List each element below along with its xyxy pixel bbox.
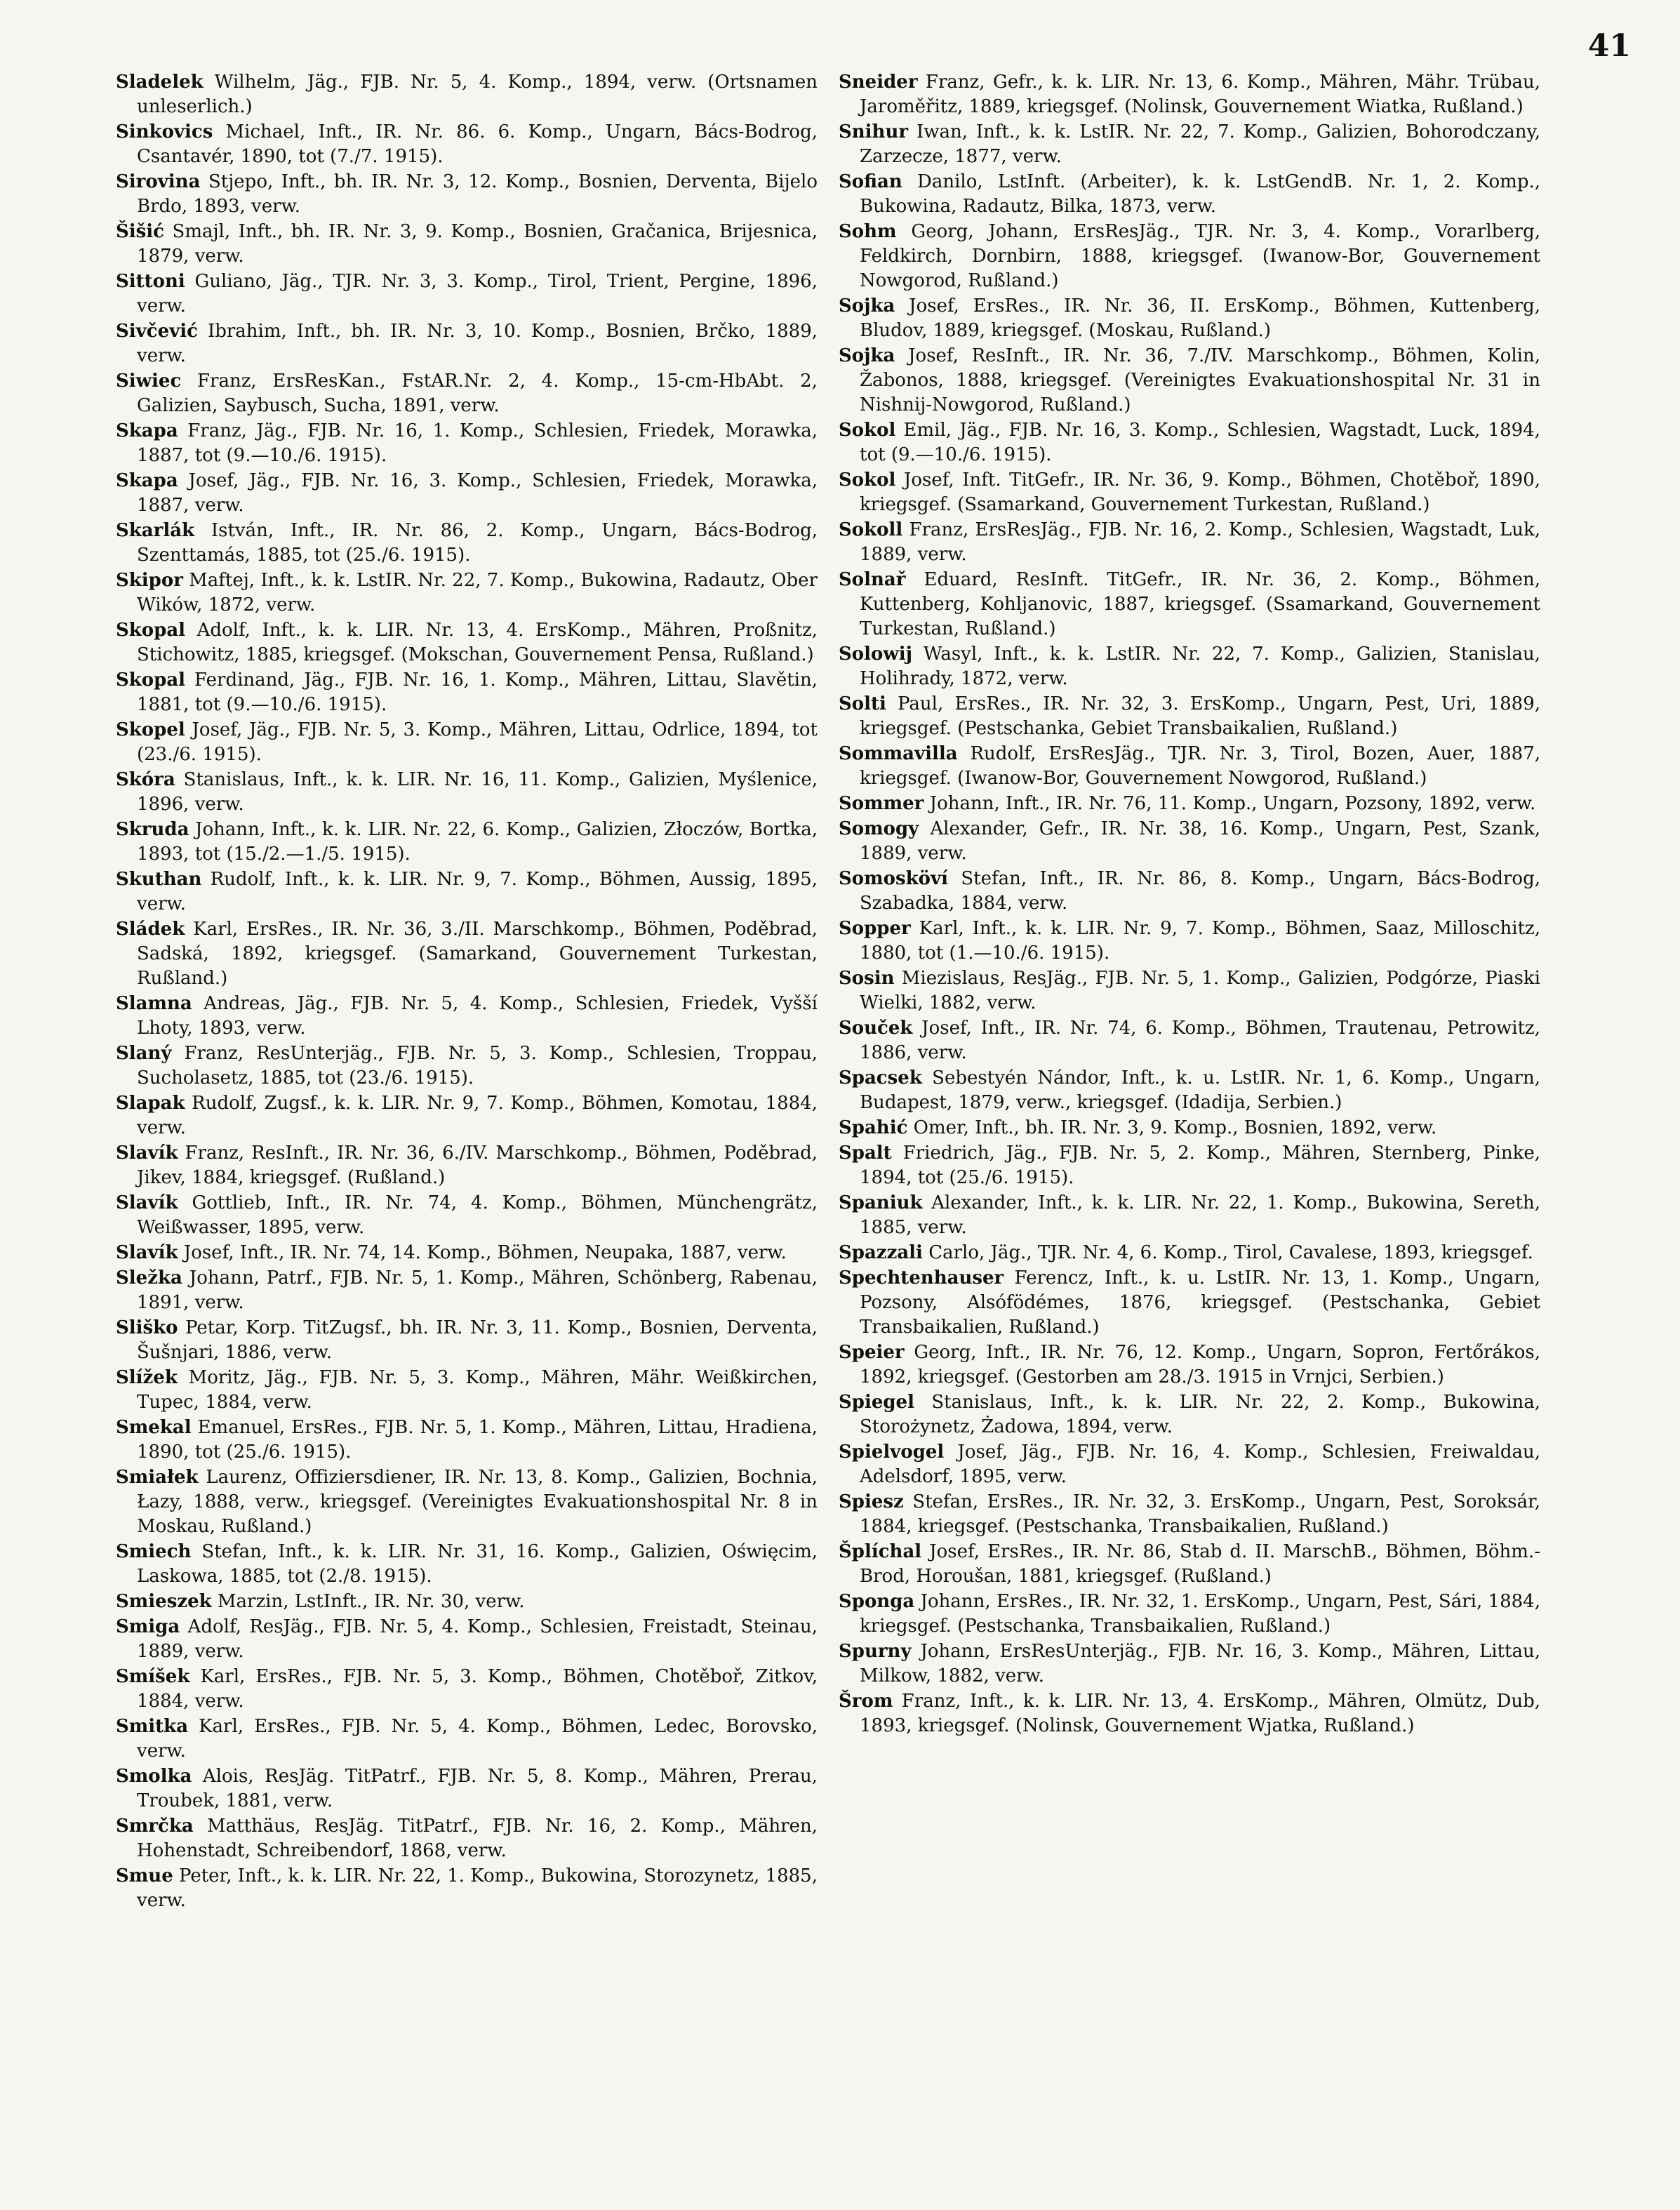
entry-surname: Skopel — [116, 719, 185, 740]
entry-surname: Sladelek — [116, 72, 204, 93]
entry-surname: Slapak — [116, 1093, 185, 1114]
entry-surname: Smieszek — [116, 1591, 212, 1612]
list-entry — [116, 1091, 818, 1140]
entry-details: Josef, Inft. TitGefr., IR. Nr. 36, 9. Komp., Böhmen, Chotěboř, 1890, kriegsgef. (Ssamarkand, Gouvernement Turkestan, Rußland.) — [860, 470, 1540, 515]
list-entry — [116, 220, 818, 269]
list-entry — [116, 668, 818, 717]
entry-details: Stefan, ErsRes., IR. Nr. 32, 3. ErsKomp., Ungarn, Pest, Soroksár, 1884, kriegsgef. (Pestschanka, Transbaikalien, Rußland.) — [860, 1491, 1540, 1537]
entry-details: Josef, ErsRes., IR. Nr. 36, II. ErsKomp., Böhmen, Kuttenberg, Bludov, 1889, kriegsgef. (Moskau, Rußland.) — [860, 295, 1540, 341]
list-entry — [116, 269, 818, 319]
list-entry — [116, 1540, 818, 1589]
entry-surname: Somosköví — [839, 868, 948, 889]
entry-details: Josef, Inft., IR. Nr. 74, 14. Komp., Böhmen, Neupaka, 1887, verw. — [178, 1242, 787, 1263]
entry-surname: Spaniuk — [839, 1192, 923, 1213]
entry-details: Stefan, Inft., k. k. LIR. Nr. 31, 16. Komp., Galizien, Oświęcim, Laskowa, 1885, tot (2./8. 1915). — [137, 1541, 818, 1587]
entry-surname: Skapa — [116, 420, 178, 441]
list-entry — [839, 1241, 1540, 1265]
entry-surname: Smolka — [116, 1766, 192, 1787]
entry-details: Franz, Jäg., FJB. Nr. 16, 1. Komp., Schlesien, Friedek, Morawka, 1887, tot (9.—10./6. 1915). — [137, 420, 818, 466]
list-entry — [116, 1465, 818, 1539]
list-entry — [116, 917, 818, 991]
entry-details: Stanislaus, Inft., k. k. LIR. Nr. 22, 2. Komp., Bukowina, Storożynetz, Żadowa, 1894, verw. — [860, 1392, 1540, 1437]
list-entry — [839, 294, 1540, 343]
entry-surname: Skruda — [116, 819, 189, 840]
entry-details: Stefan, Inft., IR. Nr. 86, 8. Komp., Ungarn, Bács-Bodrog, Szabadka, 1884, verw. — [860, 868, 1540, 914]
entry-details: Petar, Korp. TitZugsf., bh. IR. Nr. 3, 11. Komp., Bosnien, Derventa, Šušnjari, 1886, verw. — [137, 1317, 818, 1363]
entry-surname: Smiga — [116, 1616, 180, 1637]
list-entry — [839, 1440, 1540, 1489]
list-entry — [116, 1764, 818, 1813]
entry-details: Johann, Patrf., FJB. Nr. 5, 1. Komp., Mähren, Schönberg, Rabenau, 1891, verw. — [137, 1267, 818, 1313]
entry-surname: Skopal — [116, 620, 186, 641]
entry-details: Johann, ErsResUnterjäg., FJB. Nr. 16, 3. Komp., Mähren, Littau, Milkow, 1882, verw. — [860, 1641, 1540, 1686]
list-entry — [116, 120, 818, 169]
entry-surname: Spurny — [839, 1641, 912, 1662]
list-entry — [839, 1340, 1540, 1390]
list-entry — [116, 1715, 818, 1764]
entry-surname: Šišić — [116, 221, 164, 242]
list-entry — [839, 418, 1540, 467]
entry-surname: Sokoll — [839, 519, 903, 540]
entry-surname: Somogy — [839, 818, 919, 839]
entry-surname: Smiech — [116, 1541, 192, 1562]
entry-surname: Slaný — [116, 1043, 172, 1064]
entry-surname: Sommavilla — [839, 743, 958, 764]
list-entry — [839, 742, 1540, 791]
list-entry — [116, 1266, 818, 1315]
entry-surname: Skapa — [116, 470, 178, 491]
entry-details: Rudolf, Zugsf., k. k. LIR. Nr. 9, 7. Komp., Böhmen, Komotau, 1884, verw. — [137, 1093, 818, 1138]
list-entry — [839, 220, 1540, 293]
list-entry — [116, 618, 818, 667]
entry-details: Stanislaus, Inft., k. k. LIR. Nr. 16, 11. Komp., Galizien, Myślenice, 1896, verw. — [137, 769, 818, 815]
entry-surname: Sohm — [839, 221, 897, 242]
entry-details: Stjepo, Inft., bh. IR. Nr. 3, 12. Komp., Bosnien, Derventa, Bijelo Brdo, 1893, verw. — [137, 171, 818, 217]
entry-details: Iwan, Inft., k. k. LstIR. Nr. 22, 7. Komp., Galizien, Bohorodczany, Zarzecze, 1877, verw. — [860, 121, 1540, 167]
list-entry — [116, 1814, 818, 1863]
entry-surname: Skarlák — [116, 520, 195, 541]
list-entry — [839, 468, 1540, 517]
entry-surname: Speier — [839, 1342, 905, 1363]
entry-surname: Smrčka — [116, 1816, 194, 1837]
list-entry — [116, 369, 818, 418]
list-entry — [116, 1041, 818, 1091]
list-entry — [839, 120, 1540, 169]
entry-surname: Šrom — [839, 1691, 893, 1712]
entry-surname: Sojka — [839, 295, 895, 317]
entry-surname: Sinkovics — [116, 121, 213, 142]
entry-details: Karl, ErsRes., FJB. Nr. 5, 3. Komp., Böhmen, Chotěboř, Zitkov, 1884, verw. — [137, 1666, 818, 1712]
entry-surname: Solowij — [839, 644, 913, 665]
entry-details: Rudolf, Inft., k. k. LIR. Nr. 9, 7. Komp., Böhmen, Aussig, 1895, verw. — [137, 869, 818, 914]
entry-surname: Sokol — [839, 470, 896, 491]
list-entry — [116, 1316, 818, 1365]
entry-details: Ferencz, Inft., k. u. LstIR. Nr. 13, 1. Komp., Ungarn, Pozsony, Alsófödémes, 1876, kriegsgef. (Pestschanka, Gebiet Transbaikalien, Rußland.) — [860, 1267, 1540, 1338]
list-entry — [839, 692, 1540, 741]
entry-details: Josef, Jäg., FJB. Nr. 16, 3. Komp., Schlesien, Friedek, Morawka, 1887, verw. — [137, 470, 818, 516]
list-entry — [839, 1590, 1540, 1639]
left-column — [116, 70, 818, 1914]
list-entry — [116, 867, 818, 917]
list-entry — [839, 1141, 1540, 1190]
entry-details: Ferdinand, Jäg., FJB. Nr. 16, 1. Komp., Mähren, Littau, Slavětin, 1881, tot (9.—10./6. 1915). — [137, 670, 818, 715]
entry-details: Guliano, Jäg., TJR. Nr. 3, 3. Komp., Tirol, Trient, Pergine, 1896, verw. — [137, 271, 818, 317]
list-entry — [116, 568, 818, 618]
list-entry — [116, 1241, 818, 1265]
list-entry — [116, 1864, 818, 1913]
list-entry — [839, 568, 1540, 641]
entry-details: Marzin, LstInft., IR. Nr. 30, verw. — [211, 1591, 525, 1612]
list-entry — [839, 867, 1540, 916]
list-entry — [116, 419, 818, 468]
entry-details: Omer, Inft., bh. IR. Nr. 3, 9. Komp., Bosnien, 1892, verw. — [907, 1117, 1437, 1138]
entry-surname: Smekal — [116, 1417, 192, 1438]
entry-surname: Skuthan — [116, 869, 202, 890]
entry-details: Moritz, Jäg., FJB. Nr. 5, 3. Komp., Mähren, Mähr. Weißkirchen, Tupec, 1884, verw. — [137, 1367, 818, 1413]
entry-details: Josef, ResInft., IR. Nr. 36, 7./IV. Marschkomp., Böhmen, Kolin, Žabonos, 1888, kriegsgef. (Vereinigtes Evakuationshospital Nr. 31 in Nishnij-Nowgorod, Rußland.) — [860, 345, 1540, 415]
entry-surname: Slavík — [116, 1143, 178, 1164]
list-entry — [839, 70, 1540, 119]
entry-details: Georg, Inft., IR. Nr. 76, 12. Komp., Ungarn, Sopron, Fertőrákos, 1892, kriegsgef. (Gestorben am 28./3. 1915 in Vrnjci, Serbien.) — [860, 1342, 1540, 1387]
list-entry — [839, 792, 1540, 816]
entry-details: Gottlieb, Inft., IR. Nr. 74, 4. Komp., Böhmen, Münchengrätz, Weißwasser, 1895, verw. — [137, 1192, 818, 1238]
entry-details: István, Inft., IR. Nr. 86, 2. Komp., Ungarn, Bács-Bodrog, Szenttamás, 1885, tot (25./6. 1915). — [137, 520, 818, 566]
entry-surname: Spahić — [839, 1117, 908, 1138]
list-entry — [839, 1540, 1540, 1589]
entry-surname: Smiałek — [116, 1467, 199, 1488]
list-entry — [116, 519, 818, 568]
entry-details: Alexander, Inft., k. k. LIR. Nr. 22, 1. Komp., Bukowina, Sereth, 1885, verw. — [860, 1192, 1540, 1238]
entry-surname: Sommer — [839, 793, 924, 814]
entry-details: Franz, Gefr., k. k. LIR. Nr. 13, 6. Komp., Mähren, Mähr. Trübau, Jaroměřitz, 1889, kriegsgef. (Nolinsk, Gouvernement Wiatka, Rußland.) — [860, 72, 1540, 117]
entry-surname: Sležka — [116, 1267, 182, 1289]
entry-details: Maftej, Inft., k. k. LstIR. Nr. 22, 7. Komp., Bukowina, Radautz, Ober Wików, 1872, verw. — [137, 570, 818, 615]
entry-details: Peter, Inft., k. k. LIR. Nr. 22, 1. Komp., Bukowina, Storozynetz, 1885, verw. — [137, 1865, 818, 1911]
entry-details: Carlo, Jäg., TJR. Nr. 4, 6. Komp., Tirol, Cavalese, 1893, kriegsgef. — [922, 1242, 1533, 1263]
entry-surname: Sittoni — [116, 271, 185, 292]
entry-surname: Spiesz — [839, 1491, 904, 1512]
entry-details: Emanuel, ErsRes., FJB. Nr. 5, 1. Komp., Mähren, Littau, Hradiena, 1890, tot (25./6. 1915). — [137, 1417, 818, 1463]
entry-details: Franz, Inft., k. k. LIR. Nr. 13, 4. ErsKomp., Mähren, Olmütz, Dub, 1893, kriegsgef. (Nolinsk, Gouvernement Wjatka, Rußland.) — [860, 1691, 1540, 1736]
entry-details: Danilo, LstInft. (Arbeiter), k. k. LstGendB. Nr. 1, 2. Komp., Bukowina, Radautz, Bilka, 1873, verw. — [860, 171, 1540, 217]
list-entry — [116, 469, 818, 518]
entry-surname: Sofian — [839, 171, 902, 192]
entry-surname: Souček — [839, 1018, 913, 1039]
entry-surname: Spalt — [839, 1143, 892, 1164]
entry-surname: Sládek — [116, 919, 185, 940]
entry-surname: Sponga — [839, 1591, 915, 1612]
entry-surname: Sliško — [116, 1317, 178, 1338]
entry-surname: Slavík — [116, 1242, 178, 1263]
list-entry — [116, 1191, 818, 1240]
entry-surname: Snihur — [839, 121, 909, 142]
entry-details: Alexander, Gefr., IR. Nr. 38, 16. Komp., Ungarn, Pest, Szank, 1889, verw. — [860, 818, 1540, 864]
entry-surname: Spiegel — [839, 1392, 914, 1413]
entry-details: Laurenz, Offiziersdiener, IR. Nr. 13, 8. Komp., Galizien, Bochnia, Łazy, 1888, verw., kriegsgef. (Vereinigtes Evakuationshospital Nr. 8 in Moskau, Rußland.) — [137, 1467, 818, 1537]
entry-details: Johann, Inft., k. k. LIR. Nr. 22, 6. Komp., Galizien, Złoczów, Bortka, 1893, tot (15./2.—1./5. 1915). — [137, 819, 818, 865]
list-entry — [839, 1490, 1540, 1539]
entry-details: Karl, ErsRes., IR. Nr. 36, 3./II. Marschkomp., Böhmen, Poděbrad, Sadská, 1892, kriegsgef. (Samarkand, Gouvernement Turkestan, Rußland.) — [137, 919, 818, 989]
entry-details: Wilhelm, Jäg., FJB. Nr. 5, 4. Komp., 1894, verw. (Ortsnamen unleserlich.) — [137, 72, 818, 117]
entry-details: Eduard, ResInft. TitGefr., IR. Nr. 36, 2. Komp., Böhmen, Kuttenberg, Kohljanovic, 1887, kriegsgef. (Ssamarkand, Gouvernement Turkestan, Rußland.) — [860, 569, 1540, 639]
entry-surname: Sivčević — [116, 321, 198, 342]
entry-surname: Smíšek — [116, 1666, 190, 1687]
list-entry — [839, 1191, 1540, 1240]
entry-details: Matthäus, ResJäg. TitPatrf., FJB. Nr. 16, 2. Komp., Mähren, Hohenstadt, Schreibendorf, 1868, verw. — [137, 1816, 818, 1861]
entry-details: Franz, ErsResJäg., FJB. Nr. 16, 2. Komp., Schlesien, Wagstadt, Luk, 1889, verw. — [860, 519, 1540, 565]
list-entry — [839, 642, 1540, 691]
entry-details: Sebestyén Nándor, Inft., k. u. LstIR. Nr. 1, 6. Komp., Ungarn, Budapest, 1879, verw., kriegsgef. (Idadija, Serbien.) — [860, 1067, 1540, 1113]
entry-details: Georg, Johann, ErsResJäg., TJR. Nr. 3, 4. Komp., Vorarlberg, Feldkirch, Dornbirn, 1888, kriegsgef. (Iwanow-Bor, Gouvernement Nowgorod, Rußland.) — [860, 221, 1540, 291]
entry-details: Franz, ResUnterjäg., FJB. Nr. 5, 3. Komp., Schlesien, Troppau, Sucholasetz, 1885, tot (23./6. 1915). — [137, 1043, 818, 1089]
list-entry — [839, 1266, 1540, 1340]
entry-details: Friedrich, Jäg., FJB. Nr. 5, 2. Komp., Mähren, Sternberg, Pinke, 1894, tot (25./6. 1915). — [860, 1143, 1540, 1188]
entry-details: Ibrahim, Inft., bh. IR. Nr. 3, 10. Komp., Bosnien, Brčko, 1889, verw. — [137, 321, 818, 366]
entry-details: Karl, ErsRes., FJB. Nr. 5, 4. Komp., Böhmen, Ledec, Borovsko, verw. — [137, 1716, 818, 1762]
list-entry — [116, 1665, 818, 1714]
list-entry — [116, 768, 818, 817]
list-entry — [839, 1390, 1540, 1439]
entry-details: Adolf, Inft., k. k. LIR. Nr. 13, 4. ErsKomp., Mähren, Proßnitz, Stichowitz, 1885, kriegsgef. (Mokschan, Gouvernement Pensa, Rußland.) — [137, 620, 818, 665]
entry-details: Franz, ResInft., IR. Nr. 36, 6./IV. Marschkomp., Böhmen, Poděbrad, Jikev, 1884, kriegsgef. (Rußland.) — [137, 1143, 818, 1188]
entry-surname: Smitka — [116, 1716, 189, 1737]
list-entry — [116, 1590, 818, 1614]
entry-details: Andreas, Jäg., FJB. Nr. 5, 4. Komp., Schlesien, Friedek, Vyšší Lhoty, 1893, verw. — [137, 993, 818, 1039]
list-entry — [116, 718, 818, 767]
entry-details: Josef, Jäg., FJB. Nr. 16, 4. Komp., Schlesien, Freiwaldau, Adelsdorf, 1895, verw. — [860, 1442, 1540, 1487]
list-entry — [116, 1141, 818, 1190]
entry-surname: Spacsek — [839, 1067, 922, 1089]
entry-surname: Solnař — [839, 569, 906, 590]
entry-surname: Šplíchal — [839, 1541, 922, 1562]
entry-surname: Sopper — [839, 918, 911, 939]
entry-details: Miezislaus, ResJäg., FJB. Nr. 5, 1. Komp., Galizien, Podgórze, Piaski Wielki, 1882, verw. — [860, 968, 1540, 1013]
list-entry — [116, 70, 818, 119]
list-entry — [839, 966, 1540, 1016]
entry-details: Paul, ErsRes., IR. Nr. 32, 3. ErsKomp., Ungarn, Pest, Uri, 1889, kriegsgef. (Pestschanka, Gebiet Transbaikalien, Rußland.) — [860, 693, 1540, 739]
entry-surname: Siwiec — [116, 371, 182, 392]
entry-details: Karl, Inft., k. k. LIR. Nr. 9, 7. Komp., Böhmen, Saaz, Milloschitz, 1880, tot (1.—10./6. 1915). — [860, 918, 1540, 964]
entry-details: Johann, Inft., IR. Nr. 76, 11. Komp., Ungarn, Pozsony, 1892, verw. — [924, 793, 1536, 814]
entry-surname: Slavík — [116, 1192, 178, 1213]
entry-surname: Slamna — [116, 993, 192, 1014]
entry-details: Johann, ErsRes., IR. Nr. 32, 1. ErsKomp., Ungarn, Pest, Sári, 1884, kriegsgef. (Pestschanka, Transbaikalien, Rußland.) — [860, 1591, 1540, 1637]
list-entry — [839, 1689, 1540, 1738]
list-entry — [839, 817, 1540, 866]
entry-surname: Spechtenhauser — [839, 1267, 1004, 1289]
entry-surname: Smue — [116, 1865, 173, 1886]
list-entry — [839, 170, 1540, 219]
list-entry — [839, 1066, 1540, 1115]
list-entry — [116, 1416, 818, 1465]
list-entry — [839, 1116, 1540, 1140]
right-column — [839, 70, 1540, 1739]
entry-surname: Sirovina — [116, 171, 201, 192]
entry-details: Adolf, ResJäg., FJB. Nr. 5, 4. Komp., Schlesien, Freistadt, Steinau, 1889, verw. — [137, 1616, 818, 1662]
entry-surname: Sosin — [839, 968, 895, 989]
entry-surname: Sojka — [839, 345, 895, 366]
list-entry — [116, 992, 818, 1041]
list-entry — [116, 170, 818, 219]
list-entry — [116, 1366, 818, 1415]
entry-surname: Skipor — [116, 570, 183, 591]
list-entry — [839, 1016, 1540, 1065]
entry-details: Smajl, Inft., bh. IR. Nr. 3, 9. Komp., Bosnien, Gračanica, Brijesnica, 1879, verw. — [137, 221, 818, 267]
entry-surname: Solti — [839, 693, 886, 714]
list-entry — [116, 1615, 818, 1664]
entry-details: Rudolf, ErsResJäg., TJR. Nr. 3, Tirol, Bozen, Auer, 1887, kriegsgef. (Iwanow-Bor, Gouvernement Nowgorod, Rußland.) — [860, 743, 1540, 789]
list-entry — [839, 518, 1540, 567]
entry-surname: Spielvogel — [839, 1442, 945, 1463]
entry-details: Josef, Jäg., FJB. Nr. 5, 3. Komp., Mähren, Littau, Odrlice, 1894, tot (23./6. 1915). — [137, 719, 818, 765]
list-entry — [839, 1639, 1540, 1689]
entry-details: Alois, ResJäg. TitPatrf., FJB. Nr. 5, 8. Komp., Mähren, Prerau, Troubek, 1881, verw. — [137, 1766, 818, 1811]
entry-surname: Sokol — [839, 420, 896, 441]
entry-surname: Skóra — [116, 769, 175, 790]
entry-details: Josef, ErsRes., IR. Nr. 86, Stab d. II. MarschB., Böhmen, Böhm.-Brod, Horoušan, 1881, kriegsgef. (Rußland.) — [860, 1541, 1540, 1587]
list-entry — [116, 319, 818, 368]
entry-surname: Spazzali — [839, 1242, 923, 1263]
page-number: 41 — [1587, 28, 1631, 64]
entry-details: Michael, Inft., IR. Nr. 86. 6. Komp., Ungarn, Bács-Bodrog, Csantavér, 1890, tot (7./7. 1915). — [137, 121, 818, 167]
entry-details: Josef, Inft., IR. Nr. 74, 6. Komp., Böhmen, Trautenau, Petrowitz, 1886, verw. — [860, 1018, 1540, 1063]
list-entry — [116, 818, 818, 867]
list-entry — [839, 917, 1540, 966]
list-entry — [839, 344, 1540, 418]
entry-details: Emil, Jäg., FJB. Nr. 16, 3. Komp., Schlesien, Wagstadt, Luck, 1894, tot (9.—10./6. 1915). — [860, 420, 1540, 465]
entry-details: Franz, ErsResKan., FstAR.Nr. 2, 4. Komp., 15-cm-HbAbt. 2, Galizien, Saybusch, Sucha, 1891, verw. — [137, 371, 818, 416]
entry-details: Wasyl, Inft., k. k. LstIR. Nr. 22, 7. Komp., Galizien, Stanislau, Holihrady, 1872, verw. — [860, 644, 1540, 689]
entry-surname: Slížek — [116, 1367, 178, 1388]
entry-surname: Skopal — [116, 670, 186, 691]
entry-surname: Sneider — [839, 72, 918, 93]
